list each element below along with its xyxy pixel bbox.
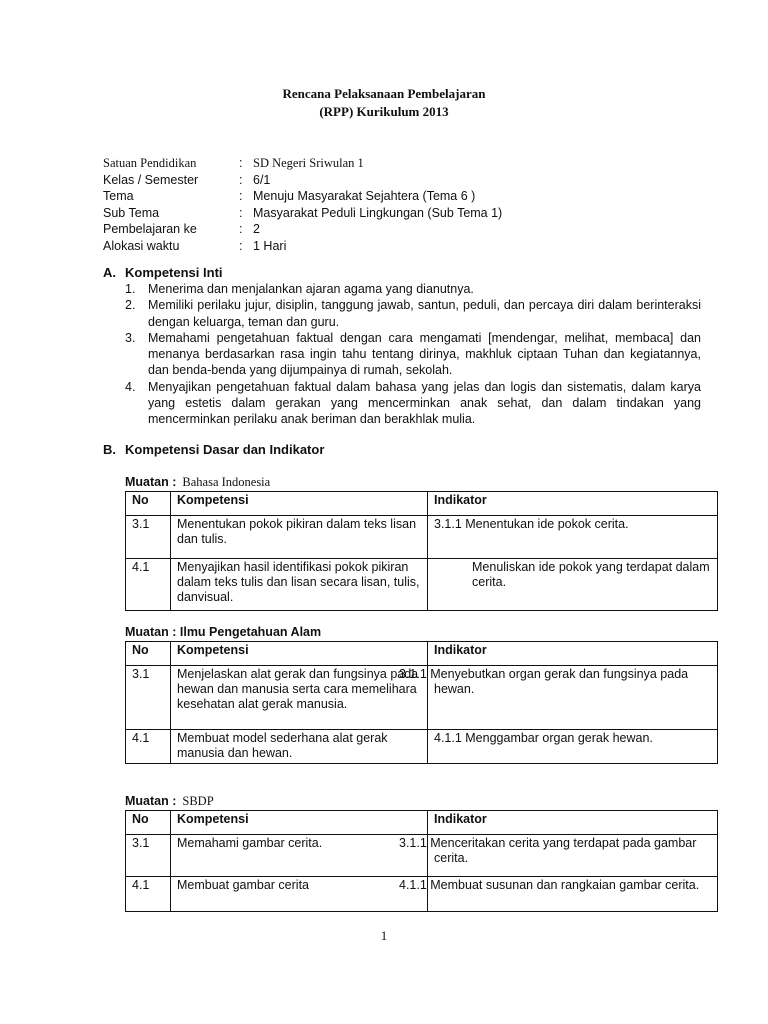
info-value: 1 Hari [253,238,287,253]
info-label: Pembelajaran ke [103,222,197,236]
cell-no: 3.1 [126,666,171,730]
info-row [103,155,703,172]
table-row [126,559,718,611]
cell-kompetensi: Menjelaskan alat gerak dan fungsinya pada hewan dan manusia serta cara memelihara kesehatan alat gerak manusia. [171,666,428,730]
header-kompetensi: Kompetensi [171,642,428,666]
header-indikator: Indikator [428,642,718,666]
cell-indikator: 3.1.1 Menyebutkan organ gerak dan fungsinya pada hewan. [428,666,718,730]
cell-no: 3.1 [126,835,171,877]
info-separator: : [239,189,243,203]
muatan-ipa-label [125,625,321,639]
cell-no: 4.1 [126,730,171,764]
header-kompetensi: Kompetensi [171,811,428,835]
table-row [126,666,718,730]
info-value: Menuju Masyarakat Sejahtera (Tema 6 ) [253,189,476,203]
info-value: SD Negeri Sriwulan 1 [253,156,364,170]
table-header-row [126,492,718,516]
info-label: Alokasi waktu [103,238,180,253]
info-separator: : [239,222,243,236]
cell-kompetensi: Menyajikan hasil identifikasi pokok pikiran dalam teks tulis dan lisan secara lisan, tulis, danvisual. [171,559,428,611]
header-no: No [126,642,171,666]
info-row [103,238,703,255]
list-item [125,281,701,297]
muatan-sbdp-label [125,794,214,809]
muatan-subject: Ilmu Pengetahuan Alam [179,625,322,639]
section-letter: A. [103,265,116,280]
info-label: Sub Tema [103,205,160,220]
section-letter: B. [103,442,116,457]
info-row [103,221,703,238]
document-title-line1: Rencana Pelaksanaan Pembelajaran [282,86,486,101]
list-number: 3. [125,330,136,345]
document-title-line2: (RPP) Kurikulum 2013 [319,104,449,119]
section-title: Kompetensi Inti [125,265,223,280]
info-row [103,205,703,222]
table-ipa [125,641,718,764]
list-item [125,330,701,379]
info-separator: : [239,238,243,253]
cell-indikator: 3.1.1 Menentukan ide pokok cerita. [428,516,718,559]
muatan-bahasa-indonesia-label [125,475,270,490]
info-separator: : [239,156,243,170]
section-a-heading [103,265,223,280]
cell-kompetensi: Membuat gambar cerita [171,877,428,912]
table-header-row [126,642,718,666]
page-number: 1 [380,928,388,943]
list-text: Memahami pengetahuan faktual dengan cara mengamati [mendengar, melihat, membaca] dan menanya berdasarkan rasa ingin tahu tentang dirinya, makhluk ciptaan Tuhan dan kegiatannya, dan benda-benda yang dijumpainya di rumah, sekolah. [148,330,701,378]
table-sbdp [125,810,718,912]
info-separator: : [239,205,243,220]
muatan-label: Muatan : [125,625,177,639]
table-row [126,730,718,764]
list-item [125,379,701,428]
section-title: Kompetensi Dasar dan Indikator [125,442,325,457]
cell-kompetensi: Memahami gambar cerita. [171,835,428,877]
cell-no: 4.1 [126,877,171,912]
cell-no: 3.1 [126,516,171,559]
muatan-subject: Bahasa Indonesia [182,475,271,489]
table-row [126,835,718,877]
muatan-label: Muatan : [125,475,177,489]
kompetensi-inti-list [125,281,701,428]
list-text: Memiliki perilaku jujur, disiplin, tanggung jawab, santun, peduli, dan percaya diri dalam berinteraksi dengan keluarga, teman dan guru. [148,298,701,329]
header-kompetensi: Kompetensi [171,492,428,516]
table-header-row [126,811,718,835]
list-text: Menyajikan pengetahuan faktual dalam bahasa yang jelas dan logis dan sistematis, dalam karya yang estetis dalam gerakan yang mencerminkan anak sehat, dan dalam tindakan yang mencerminkan perilaku anak beriman dan berakhlak mulia. [148,379,701,427]
header-indikator: Indikator [428,811,718,835]
info-value: 6/1 [253,172,271,187]
info-label: Tema [103,189,134,203]
info-label: Satuan Pendidikan [103,156,197,170]
cell-kompetensi: Membuat model sederhana alat gerak manusia dan hewan. [171,730,428,764]
list-item [125,297,701,330]
cell-indikator: 4.1.1 Membuat susunan dan rangkaian gambar cerita. [428,877,718,912]
muatan-label: Muatan : [125,794,177,808]
info-label: Kelas / Semester [103,172,199,187]
section-b-heading [103,442,324,457]
cell-indikator: 3.1.1 Menceritakan cerita yang terdapat pada gambar cerita. [428,835,718,877]
list-number: 4. [125,379,136,394]
cell-indikator: 4.1.1 Menggambar organ gerak hewan. [428,730,718,764]
info-separator: : [239,172,243,187]
cell-indikator: Menuliskan ide pokok yang terdapat dalam cerita. [428,559,718,611]
list-text: Menerima dan menjalankan ajaran agama yang dianutnya. [148,282,474,296]
identity-block [103,155,703,254]
info-row [103,172,703,189]
cell-no: 4.1 [126,559,171,611]
info-value: 2 [253,222,260,236]
info-row [103,188,703,205]
table-row [126,516,718,559]
muatan-subject: SBDP [182,794,214,808]
list-number: 2. [125,298,136,313]
table-bahasa-indonesia [125,491,718,611]
info-value: Masyarakat Peduli Lingkungan (Sub Tema 1) [253,205,503,220]
header-no: No [126,811,171,835]
header-indikator: Indikator [428,492,718,516]
table-row [126,877,718,912]
list-number: 1. [125,282,136,296]
header-no: No [126,492,171,516]
cell-kompetensi: Menentukan pokok pikiran dalam teks lisan dan tulis. [171,516,428,559]
